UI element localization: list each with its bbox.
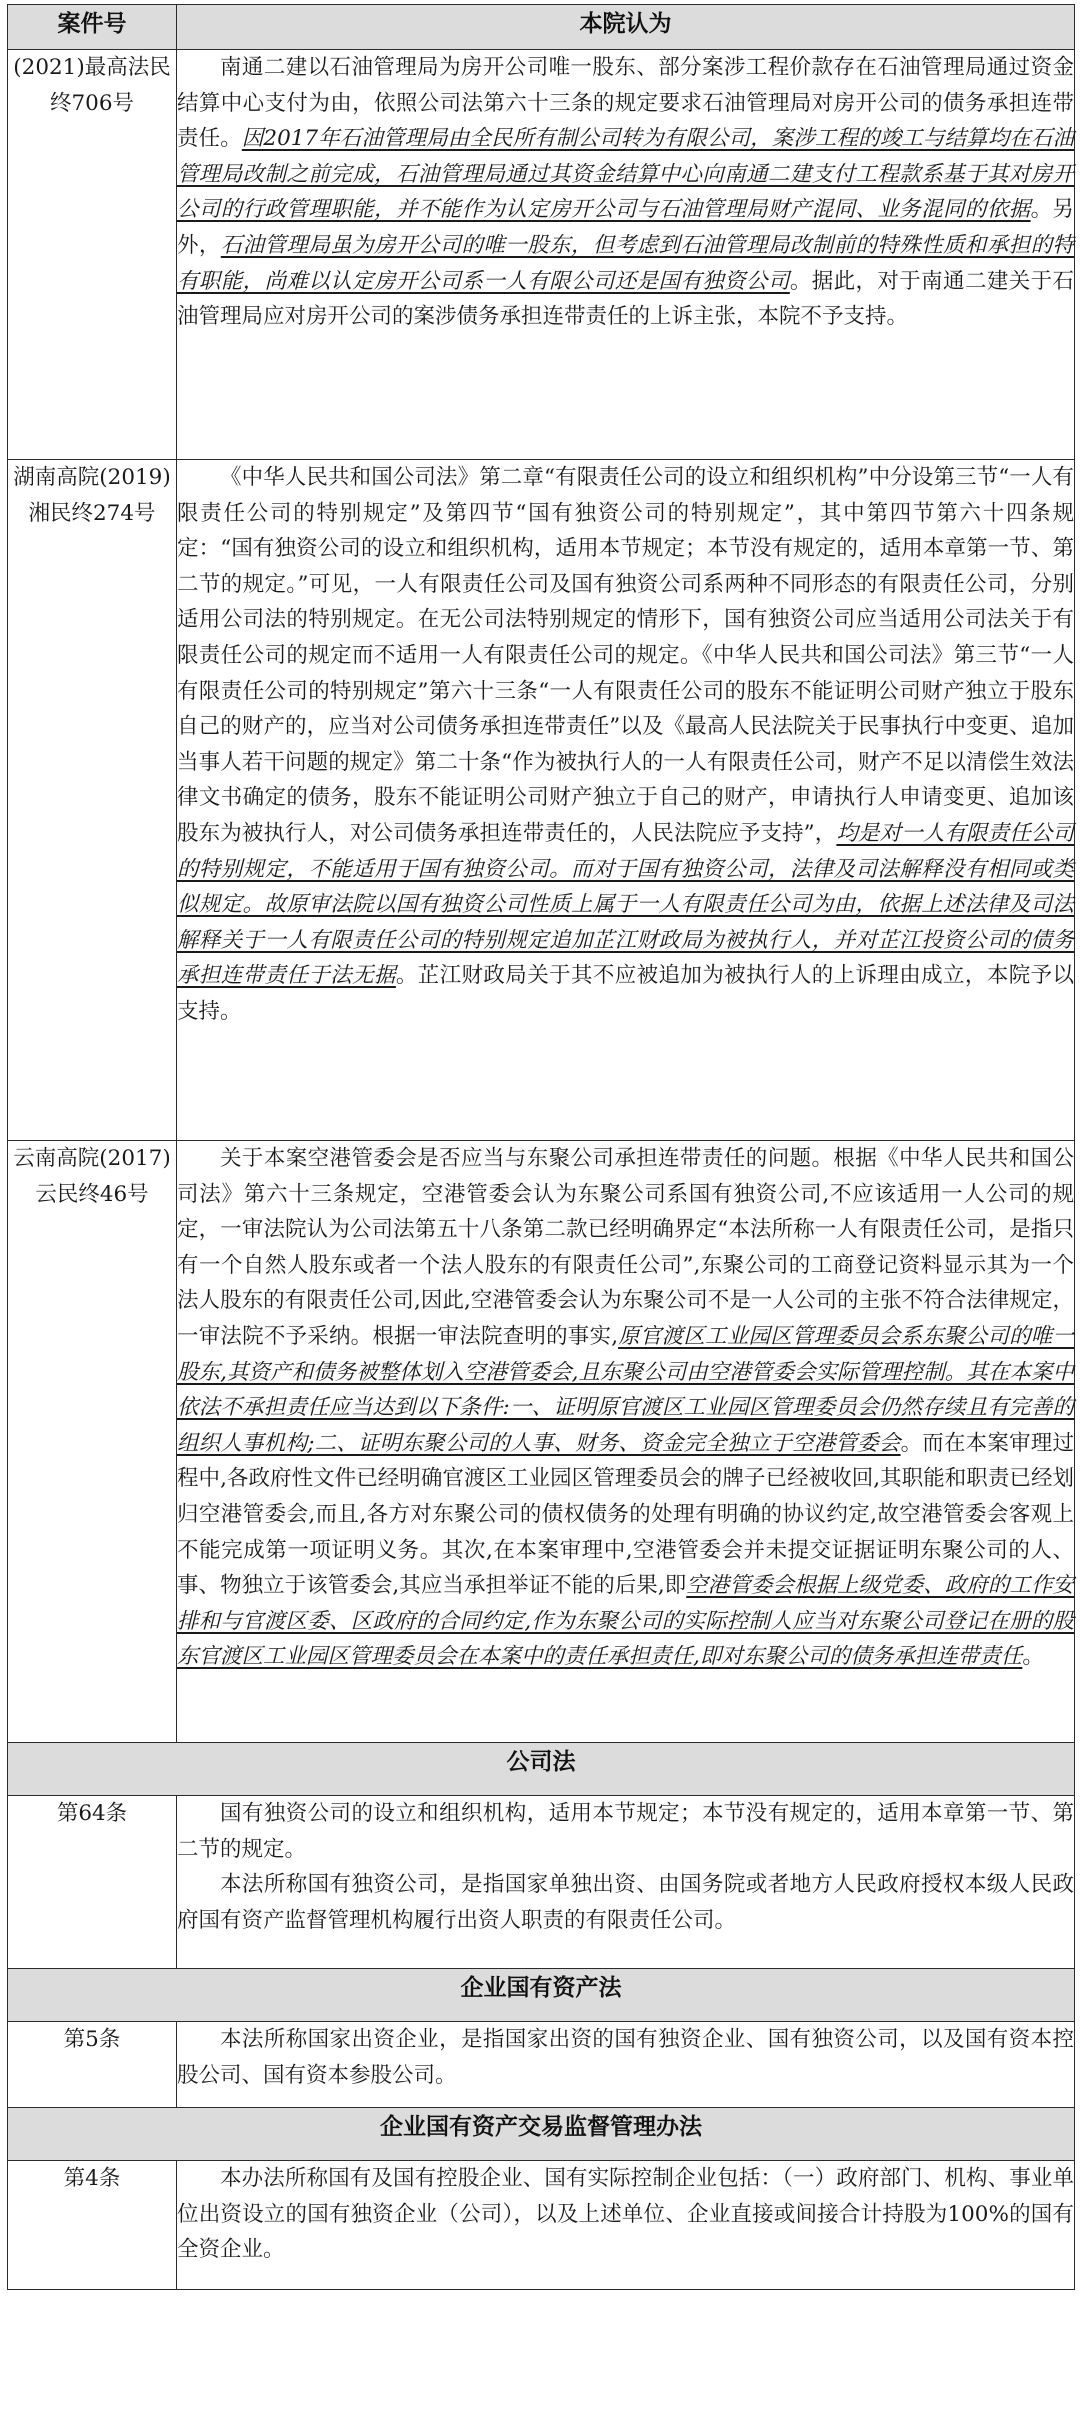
opinion-underlined: 原官渡区工业园区管理委员会系东聚公司的唯一股东,其资产和债务被整体划入空港管委会,且东聚公司由空港管委会实际管理控制。其在本案中依法不承担责任应当达到以下条件:一、证明原官渡区工业园区管理委员会仍然存续且有完善的组织人事机构;二、证明东聚公司的人事、财务、资金完全独立于空港管委会: [177, 1323, 1074, 1456]
opinion-text: 。芷江财政局关于其不应被追加为被执行人的上诉理由成立，本院予以支持。: [177, 963, 1074, 1024]
opinion-text: 。而在本案审理过程中,各政府性文件已经明确官渡区工业园区管理委员会的牌子已经被收回,其职能和职责已经划归空港管委会,而且,各方对东聚公司的债权债务的处理有明确的协议约定,故空港管委会客观上不能完成第一项证明义务。其次,在本案审理中,空港管委会并未提交证据证明东聚公司的人、事、物独立于该管委会,其应当承担举证不能的后果,即: [177, 1430, 1074, 1599]
opinion-text: 。另外，: [177, 197, 1074, 258]
article-paragraph: 本办法所称国有及国有控股企业、国有实际控制企业包括：（一）政府部门、机构、事业单位出资设立的国有独资企业（公司），以及上述单位、企业直接或间接合计持股为100%的国有全资企业。: [177, 2166, 1074, 2263]
court-opinion: [177, 460, 1075, 1141]
header-case-number: 案件号: [8, 5, 177, 50]
opinion-underlined: 因2017年石油管理局由全民所有制公司转为有限公司，案涉工程的竣工与结算均在石油管理局改制之前完成，石油管理局通过其资金结算中心向南通二建支付工程款系基于其对房开公司的行政管理职能，并不能作为认定房开公司与石油管理局财产混同、业务混同的依据: [177, 126, 1074, 223]
table-row: [8, 50, 1075, 460]
section-header-row: [8, 1969, 1075, 2022]
table-row: [8, 1141, 1075, 1743]
opinion-text: 关于本案空港管委会是否应当与东聚公司承担连带责任的问题。根据《中华人民共和国公司法》第六十三条规定，空港管委会认为东聚公司系国有独资公司,不应该适用一人公司的规定，一审法院认为公司法第五十八条第二款已经明确界定“本法所称一人有限责任公司，是指只有一个自然人股东或者一个法人股东的有限责任公司”,东聚公司的工商登记资料显示其为一个法人股东的有限责任公司,因此,空港管委会认为东聚公司不是一人公司的主张不符合法律规定，一审法院不予采纳。根据一审法院查明的事实,: [177, 1146, 1074, 1349]
opinion-underlined: 石油管理局虽为房开公司的唯一股东，但考虑到石油管理局改制前的特殊性质和承担的特有职能，尚难以认定房开公司系一人有限公司还是国有独资公司: [177, 232, 1074, 294]
opinion-text: 。: [1022, 1644, 1044, 1670]
table-header-row: [8, 5, 1075, 50]
opinion-paragraph: [177, 50, 1074, 335]
opinion-paragraph: [177, 460, 1074, 1030]
table-row: [8, 460, 1075, 1141]
header-court-opinion: 本院认为: [177, 5, 1075, 50]
court-opinion: [177, 1141, 1075, 1743]
article-number: 第4条: [8, 2161, 177, 2290]
article-number: 第5条: [8, 2022, 177, 2108]
opinion-text: 《中华人民共和国公司法》第二章“有限责任公司的设立和组织机构”中分设第三节“一人有限责任公司的特别规定”及第四节“国有独资公司的特别规定”，其中第四节第六十四条规定：“国有独资公司的设立和组织机构，适用本节规定；本节没有规定的，适用本章第一节、第二节的规定。”可见，一人有限责任公司及国有独资公司系两种不同形态的有限责任公司，分别适用公司法的特别规定。在无公司法特别规定的情形下，国有独资公司应当适用公司法关于有限责任公司的规定而不适用一人有限责任公司的规定。《中华人民共和国公司法》第三节“一人有限责任公司的特别规定”第六十三条“一人有限责任公司的股东不能证明公司财产独立于股东自己的财产的，应当对公司债务承担连带责任”以及《最高人民法院关于民事执行中变更、追加当事人若干问题的规定》第二十条“作为被执行人的一人有限责任公司，财产不足以清偿生效法律文书确定的债务，股东不能证明公司财产独立于自己的财产，申请执行人申请变更、追加该股东为被执行人，对公司债务承担连带责任的，人民法院应予支持”，: [177, 465, 1074, 846]
legal-comparison-table: [7, 4, 1075, 2290]
article-paragraph: 本法所称国有独资公司，是指国家单独出资、由国务院或者地方人民政府授权本级人民政府国有资产监督管理机构履行出资人职责的有限责任公司。: [177, 1872, 1074, 1933]
section-header-row: [8, 2108, 1075, 2161]
case-number: (2021)最高法民终706号: [8, 50, 177, 460]
table-row: [8, 2161, 1075, 2290]
article-paragraph: 国有独资公司的设立和组织机构，适用本节规定；本节没有规定的，适用本章第一节、第二节的规定。: [177, 1801, 1074, 1862]
section-title-state-assets-law: 企业国有资产法: [8, 1969, 1075, 2022]
article-number: 第64条: [8, 1796, 177, 1969]
article-paragraph: 本法所称国家出资企业，是指国家出资的国有独资企业、国有独资公司，以及国有资本控股公司、国有资本参股公司。: [177, 2027, 1074, 2088]
section-header-row: [8, 1743, 1075, 1796]
opinion-text: 。据此，对于南通二建关于石油管理局应对房开公司的案涉债务承担连带责任的上诉主张，本院不予支持。: [177, 268, 1074, 330]
article-text: [177, 2161, 1075, 2290]
section-title-company-law: 公司法: [8, 1743, 1075, 1796]
section-title-asset-trading-rules: 企业国有资产交易监督管理办法: [8, 2108, 1075, 2161]
opinion-paragraph: [177, 1141, 1074, 1675]
article-text: [177, 2022, 1075, 2108]
opinion-text: 南通二建以石油管理局为房开公司唯一股东、部分案涉工程价款存在石油管理局通过资金结算中心支付为由，依照公司法第六十三条的规定要求石油管理局对房开公司的债务承担连带责任。: [177, 55, 1074, 152]
case-number: 云南高院(2017)云民终46号: [8, 1141, 177, 1743]
opinion-underlined: 均是对一人有限责任公司的特别规定，不能适用于国有独资公司。而对于国有独资公司，法律及司法解释没有相同或类似规定。故原审法院以国有独资公司性质上属于一人有限责任公司为由，依据上述法律及司法解释关于一人有限责任公司的特别规定追加芷江财政局为被执行人，并对芷江投资公司的债务承担连带责任于法无据: [177, 820, 1074, 989]
opinion-underlined: 空港管委会根据上级党委、政府的工作安排和与官渡区委、区政府的合同约定,作为东聚公司的实际控制人应当对东聚公司登记在册的股东官渡区工业园区管理委员会在本案中的责任承担责任,即对东聚公司的债务承担连带责任: [177, 1573, 1074, 1670]
court-opinion: [177, 50, 1075, 460]
article-text: [177, 1796, 1075, 1969]
case-number: 湖南高院(2019)湘民终274号: [8, 460, 177, 1141]
table-row: [8, 1796, 1075, 1969]
table-row: [8, 2022, 1075, 2108]
